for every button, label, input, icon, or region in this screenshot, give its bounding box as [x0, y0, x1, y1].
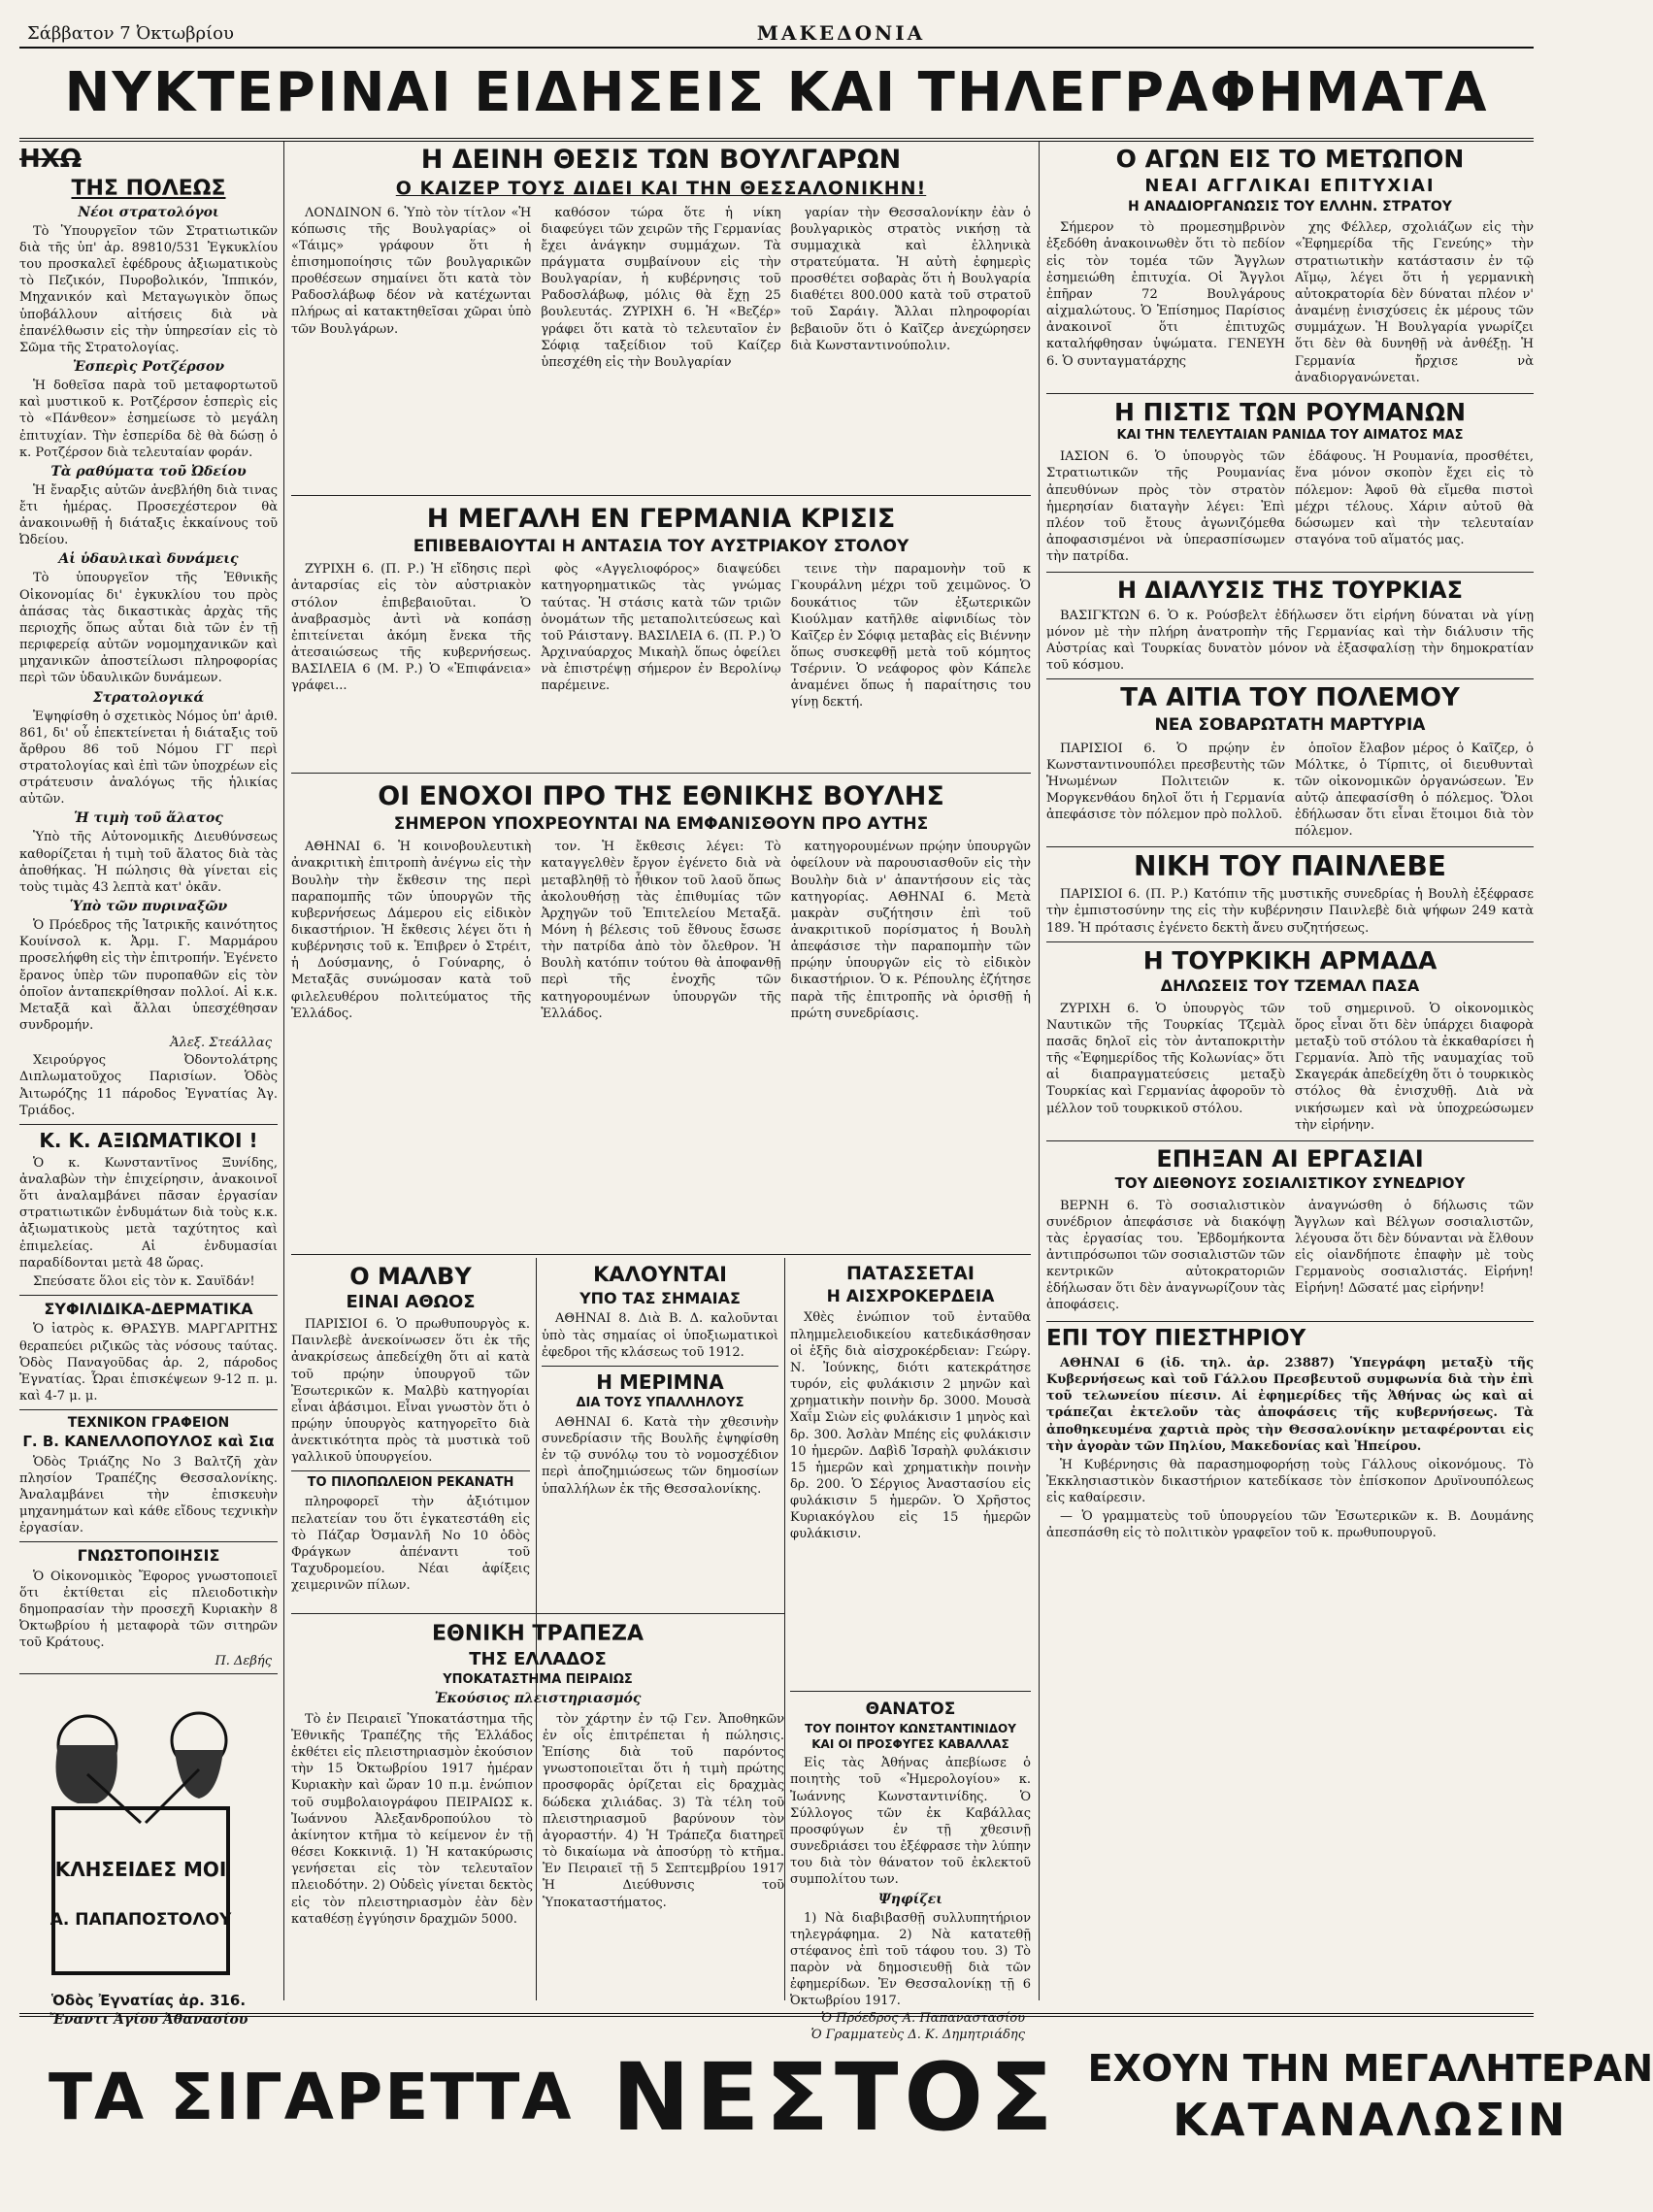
article-text: καθόσον τώρα ὅτε ἡ νίκη διαφεύγει τῶν χειρῶν τῆς Γερμανίας ἔχει ἀνάγκην συμμάχων. Τὰ πράγματα συμβαίνουν εἰς τὴν Βουλγαρίαν, ἡ κυβέρνησις τοῦ Ραδοσλάβωφ, μόλις θὰ ἔχῃ 25 βουλευτάς. ΖΥΡΙΧΗ 6. Ἡ «Βεζέρ» γράφει ὅτι κατὰ τὸ τελευταῖον ἐν Σόφιᾳ ταξείδιον τοῦ Καίζερ ὑπεσχέθη εἰς τὴν Βουλγαρίαν [541, 205, 781, 370]
section-subtitle: ΕΠΙΒΕΒΑΙΟΥΤΑΙ Η ΑΝΤΑΣΙΑ ΤΟΥ ΑΥΣΤΡΙΑΚΟΥ ΣΤΟΛΟΥ [413, 536, 909, 556]
article-text: τον. Ἡ ἔκθεσις λέγει: Τὸ καταγγελθὲν ἔργον ἐγένετο διὰ νὰ μεταβληθῇ τὸ ἦθικον τοῦ λαοῦ ὅπως ἀκολουθήσῃ τὰς ἐπιθυμίας τῶν Ἀρχηγῶν τοῦ Ἐπιτελείου Μεταξᾶ. Μόνη ἡ βέλεσις τοῦ ἔθνους ἔσωσε τὴν πατρίδα ἀπὸ τὸν ὄλεθρον. Ἡ Βουλὴ κατόπιν τούτου θὰ ἀποφανθῇ περὶ τῆς ἐνοχῆς τῶν κατηγορουμένων ὑπουργῶν τῆς Ἑλλάδος. [541, 840, 781, 1021]
section-body [1046, 217, 1534, 388]
signature: Ὁ Γραμματεὺς Δ. Κ. Δημητριάδης [810, 2028, 1025, 2043]
article-text: — Ὁ γραμματεὺς τοῦ ὑπουργείου τῶν Ἐσωτερικῶν κ. Β. Δουμάνης ἀπεσπάσθη εἰς τὸ πολιτικὸν γραφεῖον τοῦ κ. πρωθυπουργοῦ. [1046, 1509, 1534, 1541]
item-text: Σπεύσατε ὅλοι εἰς τὸν κ. Σαυϊδάν! [33, 1273, 255, 1289]
item-text: Τὸ ὑπουργεῖον τῆς Ἐθνικῆς Οἰκονομίας δι' ἐγκυκλίου του πρὸς ἁπάσας τὰς δικαστικὰς ἀρχὰς τῆς περιοχῆς ὅπως αὗται διὰ τῶν ἐν τῇ περιφερείᾳ αὐτῶν νομομηχανικῶν καὶ μηχανικῶν ἀποστείλωσι πληροφορίας περὶ τῶν ὑδαυλικῶν δυνάμεων. [19, 571, 278, 686]
item-heading: Στρατολογικά [92, 689, 205, 706]
masthead-bar [19, 19, 1534, 49]
section-body [291, 203, 1031, 374]
ad-subtitle: Γ. Β. ΚΑΝΕΛΛΟΠΟΥΛΟΣ καὶ Σια [22, 1433, 275, 1451]
divider [1046, 941, 1534, 942]
item-text: Ὁ Πρόεδρος τῆς Ἰατρικῆς καινότητος Κουίνσολ κ. Ἀρμ. Γ. Μαρμάρου προσελήφθη εἰς τὴν ἐπιτροπήν. Ἐγένετο ἔρανος ὑπὲρ τῶν πυροπαθῶν εἰς τὸν ὁποῖον ἀνταπεκρίθησαν πολλοί. Αἱ κ.κ. Μεταξᾶ καὶ ἄλλαι ὑπεσχέθησαν συνδρομήν. [19, 918, 278, 1034]
section-title: Ο ΑΓΩΝ ΕΙΣ ΤΟ ΜΕΤΩΠΟΝ [1115, 145, 1465, 173]
signature: Π. Δεβής [215, 1653, 272, 1668]
ad-slogan-line: ΚΑΤΑΝΑΛΩΣΙΝ [1173, 2093, 1569, 2146]
echo-title: ΗΧΩ [19, 145, 82, 174]
national-bank-notice [291, 1619, 784, 2000]
item-text: Ὁ κ. Κωνσταντῖνος Ξυνίδης, ἀναλαβὼν τὴν ἐπιχείρησιν, ἀνακοινοῖ ὅτι ἀναλαμβάνει πᾶσαν ἐργασίαν στρατιωτικῶν ἐνδυμάτων διὰ τοὺς κ.κ. ἀξιωματικοὺς μετὰ ταχύτητος καὶ ἐπιμελείας. Αἱ ἐνδυμασίαι παραδίδονται μετὰ 48 ὥρας. [19, 1155, 278, 1271]
ad-title: ΣΥΦΙΛΙΔΙΚΑ-ΔΕΡΜΑΤΙΚΑ [44, 1300, 253, 1319]
divider [1046, 572, 1534, 573]
advertisement-illustration [19, 1687, 262, 1978]
section-subtitle: ΝΕΑ ΣΟΒΑΡΩΤΑΤΗ ΜΑΡΤΥΡΙΑ [1154, 714, 1426, 735]
section-title: ΤΑ ΑΙΤΙΑ ΤΟΥ ΠΟΛΕΜΟΥ [1120, 683, 1460, 713]
section-subtitle: ΚΑΙ ΟΙ ΠΡΟΣΦΥΓΕΣ ΚΑΒΑΛΛΑΣ [811, 1737, 1009, 1752]
article-text: ΑΘΗΝΑΙ 6. Ἡ κοινοβουλευτικὴ ἀνακριτικὴ ἐπιτροπὴ ἀνέγνω εἰς τὴν Βουλὴν τὴν ἔκθεσιν της περὶ παραπομπῆς τῶν ὑπουργῶν τῆς κυβερνήσεως Δάμερου εἰς εἰδικὸν δικαστήριον. Ἡ ἔκθεσις λέγει ὅτι ἡ κυβέρνησις τοῦ κ. Ἐπιβρεν ὁ Στρέιτ, ἡ Δούσμανης, ὁ Γούναρης, ὁ Μεταξᾶς συνώμοσαν κατὰ τοῦ φιλελευθέρου πολιτεύματος τῆς Ἑλλάδος. [291, 840, 532, 1021]
section-parliament [291, 778, 1031, 1252]
item-text: Ἡ δοθεῖσα παρὰ τοῦ μεταφορτωτοῦ καὶ μυστικοῦ κ. Ροτζέρσον ἑσπερὶς εἰς τὸ «Πάνθεον» ἐσημείωσε τὸ μεγάλη ἐπιτυχίαν. Τὴν ἐσπερίδα δὲ θὰ δώσῃ ὁ κ. Ροτζέρσον διὰ τελευταίαν φοράν. [19, 379, 278, 460]
item-heading: Ἡ τιμὴ τοῦ ἅλατος [74, 810, 223, 827]
section-title: ΕΠΗΞΑΝ ΑΙ ΕΡΓΑΣΙΑΙ [1156, 1144, 1424, 1172]
sub-column-divider [784, 1258, 785, 2000]
columns-grid [19, 142, 1534, 2043]
profiteering-section [790, 1260, 1031, 1687]
paper-name: ΜΑΚΕΔΟΝΙΑ [756, 21, 926, 45]
item-text: Ἐψηφίσθη ὁ σχετικὸς Νόμος ὑπ' ἀριθ. 861, δι' οὗ ἐπεκτείνεται ἡ διάταξις τοῦ ἄρθρου 86 τοῦ Νόμου ΓΓ περὶ στρατολογίας καὶ ἐπὶ τῶν ὑποχρέων εἰς στράτευσιν ἀναλόγως τῆς ἡλικίας αὐτῶν. [19, 709, 278, 808]
article-text: ἀναγνώσθη ὁ δήλωσις τῶν Ἄγγλων καὶ Βέλγων σοσιαλιστῶν, λέγουσα ὅτι δὲν δύνανται νὰ ἔλθουν εἰς οἱανδήποτε ἐπαφὴν μὲ τοὺς Γερμανοὺς σοσιαλιστάς. Εἰρήνη! Εἰρήνη! Δῶσατέ μας εἰρήνην! [1295, 1198, 1534, 1297]
section-body [291, 837, 1031, 1024]
divider [19, 1409, 278, 1410]
section-title: ΠΑΤΑΣΣΕΤΑΙ [846, 1263, 975, 1284]
article-text: ΑΘΗΝΑΙ 8. Διὰ Β. Δ. καλοῦνται ὑπὸ τὰς σημαίας οἱ ὑποξιωματικοὶ ἐφεδροι τῆς κλάσεως τοῦ 1912. [542, 1311, 778, 1360]
section-body [1046, 1196, 1534, 1316]
item-heading: Τὰ ραθύματα τοῦ Ὠδείου [50, 463, 247, 479]
divider [1046, 678, 1534, 679]
ad-slogan [1088, 2046, 1653, 2148]
section-bulgarians [291, 142, 1031, 493]
ad-text: Ὁ Οἰκονομικὸς Ἔφορος γνωστοποιεῖ ὅτι ἐκτίθεται εἰς πλειοδοτικὴν δημοπρασίαν τὴν προσεχῆ Κυριακὴν 8 Ὀκτωβρίου ἡ μεταφορὰ τῶν σιτηρῶν τοῦ Κράτους. [19, 1568, 278, 1651]
section-subtitle: ΣΗΜΕΡΟΝ ΥΠΟΧΡΕΟΥΝΤΑΙ ΝΑ ΕΜΦΑΝΙΣΘΟΥΝ ΠΡΟ ΑΥΤΗΣ [393, 813, 929, 834]
divider [291, 495, 1031, 496]
article-text: φὸς «Αγγελιοφόρος» διαψεύδει κατηγορηματικῶς τὰς γνώμας ταύτας. Ἡ στάσις κατὰ τῶν τριῶν ὀνομάτων τῆς μεταπολιτεύσεως καὶ τοῦ Ράιστανγ. ΒΑΣΙΛΕΙΑ 6. (Π. Ρ.) Ὁ Ἀρχιναύαρχος Μικαὴλ ὅπως ὀφείλει νὰ ἐπιστρέψῃ σήμερον ἐν Βερολίνῳ παρέμεινε. [541, 562, 781, 694]
section-title: Η ΜΕΡΙΜΝΑ [596, 1370, 724, 1394]
divider [1046, 393, 1534, 394]
ad-address-note: Ἔναντι Ἁγίου Ἀθανασίου [49, 2011, 248, 2028]
section-subtitle: ΔΗΛΩΣΕΙΣ ΤΟΥ ΤΖΕΜΑΛ ΠΑΣΑ [1160, 976, 1420, 996]
notice-title: Κ. Κ. ΑΞΙΩΜΑΤΙΚΟΙ ! [39, 1128, 258, 1152]
signature: Ἀλεξ. Στεάλλας [170, 1036, 272, 1051]
ad-text: πληροφορεῖ τὴν ἀξιότιμον πελατείαν του ὅτι ἐγκατεστάθη εἰς τὸ Πάζαρ Ὀσμανλῆ Νο 10 ὁδὸς Φράγκων ἀπέναντι τοῦ Ταχυδρομείου. Νέαι ἀφίξεις χειμερινῶν πίλων. [291, 1495, 530, 1594]
ad-illustration-text-1: ΚΛΗΣΕΙΔΕΣ ΜΟΙ [54, 1857, 227, 1881]
item-heading: Αἱ ὑδαυλικαὶ δυνάμεις [58, 551, 239, 568]
article-text: ΠΑΡΙΣΙΟΙ 6. Ὁ πρωθυπουργὸς κ. Παινλεβὲ ἀνεκοίνωσεν ὅτι ἐκ τῆς ἀνακρίσεως ἀπεδείχθη ὅτι αἱ κατὰ τοῦ πρῴην ὑπουργοῦ τῶν Ἐσωτερικῶν κ. Μαλβὺ κατηγορίαι εἶναι ἀβάσιμοι. Εἶναι γνωστὸν ὅτι ὁ πρῴην ὑπουργὸς κατηγορεῖτο διὰ ἀνεκτικότητα πρὸς τὰ μυστικὰ τοῦ γαλλικοῦ ὑπουργείου. [291, 1317, 530, 1466]
divider [19, 1124, 278, 1125]
article-text: τοῦ σημερινοῦ. Ὁ οἰκονομικὸς ὅρος εἶναι ὅτι δὲν ὑπάρχει διαφορὰ μεταξὺ τοῦ στόλου τὰ ἐκκαθαρίσει ἡ Γερμανία. Ἀπὸ τῆς ναυμαχίας τοῦ Σκαγεράκ ἀπεδείχθη ὅτι ὁ τουρκικὸς στόλος θὰ ἐνισχυθῇ. Διὰ νὰ νικήσωμεν καὶ νὰ ὑποχρεώσωμεν τὴν εἰρήνην. [1295, 1001, 1534, 1133]
section-body [1046, 999, 1534, 1136]
page-banner-headline: ΝΥΚΤΕΡΙΝΑΙ ΕΙΔΗΣΕΙΣ ΚΑΙ ΤΗΛΕΓΡΑΦΗΜΑΤΑ [19, 49, 1534, 142]
article-text: ΑΘΗΝΑΙ 6 (ἰδ. τηλ. ἀρ. 23887) Ὑπεγράφη μεταξὺ τῆς Κυβερνήσεως καὶ τοῦ Γάλλου Πρεσβευτοῦ συμφωνία διὰ τὴν ἐπὶ τοῦ τελωνείου πίεσιν. Αἱ ἐφημερίδες τῆς Ἀθήνας ὡς καὶ αἱ τράπεζαι ἐκτελοῦν τὰς ἀποφάσεις τῆς κυβερνήσεως. Τὰ ἀποθηκευμένα χαρτιὰ πρὸς τὴν Θεσσαλονίκην μεταφέρονται εἰς τὴν ἀγορὰν τῶν Πηλίου, Μακεδονίας καὶ Ἠπείρου. [1046, 1355, 1534, 1454]
divider [19, 1541, 278, 1542]
section-subtitle: Η ΑΝΑΔΙΟΡΓΑΝΩΣΙΣ ΤΟΥ ΕΛΛΗΝ. ΣΤΡΑΤΟΥ [1128, 199, 1452, 215]
notice-text: τὸν χάρτην ἐν τῷ Γεν. Ἀποθηκῶν ἐν οἷς ἐπιτρέπεται ἡ πώλησις. Ἐπίσης διὰ τοῦ παρόντος γνωστοποιεῖται ὅτι ἡ τιμὴ πρώτης προσφορᾶς ὁρίζεται εἰς δραχμὰς δώδεκα χιλιάδας. 3) Τὰ τέλη τοῦ πλειστηριασμοῦ βαρύνουν τὸν ἀγοραστήν. 4) Ἡ Τράπεζα διατηρεῖ τὸ δικαίωμα νὰ ἀποσύρῃ τὸ κτῆμα. Ἐν Πειραιεῖ τῇ 5 Σεπτεμβρίου 1917 Ἡ Διεύθυνσις τοῦ Ὑποκαταστήματος. [543, 1711, 784, 1910]
section-subtitle: Η ΑΙΣΧΡΟΚΕΡΔΕΙΑ [826, 1286, 995, 1306]
ad-title: ΤΕΧΝΙΚΟΝ ΓΡΑΦΕΙΟΝ [67, 1415, 230, 1432]
article-text: ὁποῖον ἔλαβον μέρος ὁ Καῖζερ, ὁ Μόλτκε, ὁ Τίρπιτς, οἱ διευθυνταὶ τῶν οἰκονομικῶν ὀργανώσεων. Ἐν αὐτῷ ἀπεφασίσθη ὁ πόλεμος. Ὅλοι ἐδήλωσαν ὅτι εἶναι ἕτοιμοι διὰ τὸν πόλεμον. [1295, 741, 1534, 840]
section-title: ΘΑΝΑΤΟΣ [865, 1700, 956, 1719]
item-text: Ἡ ἔναρξις αὐτῶν ἀνεβλήθη διὰ τινας ἔτι ἡμέρας. Προσεχέστερον θὰ ἀνακοινωθῇ ἡ διάταξις ἐκκαίνους τοῦ Ὠδείου. [19, 482, 278, 548]
divider [291, 1254, 1031, 1255]
article-text: Σήμερον τὸ προμεσημβρινὸν ἐξεδόθη ἀνακοινωθὲν ὅτι τὸ πεδίον εἰς τὸν τομέα τῶν Ἄγγλων ἐσημειώθη ἐπιτυχία. Οἱ Ἄγγλοι ἐπῆραν 72 Βουλγάρους αἰχμαλώτους. Ὁ Ἐπίσημος Παρίσιος ἀνακοινοῖ ὅτι ἐπιτυχῶς καταλήφθησαν ὑψώματα. ΓΕΝΕΥΗ 6. Ὁ συνταγματάρχης [1046, 220, 1285, 369]
divider [19, 1673, 278, 1674]
notice-subheading: Ἐκούσιος πλειστηριασμός [434, 1690, 642, 1706]
article-text: ΒΑΣΙΓΚΤΩΝ 6. Ὁ κ. Ρούσβελτ ἐδήλωσεν ὅτι εἰρήνη δύναται νὰ γίνῃ μόνον μὲ τὴν πλήρη ἀνατροπὴν τῆς Γερμανίας καὶ τὴν διάλυσιν τῆς Αὐστρίας καὶ Τουρκίας δυνατὸν μόνον νὰ ἐξασφαλίσῃ τὴν δημοκρατίαν τοῦ κόσμου. [1046, 608, 1534, 674]
ad-slogan-line: ΕΧΟΥΝ ΤΗΝ ΜΕΓΑΛΗΤΕΡΑΝ [1087, 2047, 1653, 2090]
article-text: ἐδάφους. Ἡ Ρουμανία, προσθέτει, ἕνα μόνον σκοπὸν ἔχει εἰς τὸ πόλεμον: Ἀφοῦ θὰ εἴμεθα πιστοὶ μέχρι τέλους. Χάριν αὐτοῦ θὰ δώσωμεν καὶ τὴν τελευταίαν σταγόνα τοῦ αἵματός μας. [1295, 449, 1534, 548]
item-heading: Ὑπὸ τῶν πυριναξῶν [69, 899, 228, 915]
item-heading: Ψηφίζει [878, 1891, 942, 1907]
divider [790, 1691, 1031, 1692]
signature: Ὁ Πρόεδρος Α. Παπαναστασίου [820, 2011, 1025, 2027]
section-subtitle: ΕΙΝΑΙ ΑΘΩΟΣ [346, 1292, 476, 1313]
divider [291, 1613, 784, 1614]
section-body [1046, 739, 1534, 842]
article-text: τεινε τὴν παραμονὴν τοῦ κ Γκουράλνη μέχρι τοῦ χειμῶνος. Ὁ δουκάτιος τῶν ἐξωτερικῶν Κιούλμαν κατῆλθε αἰφνιδίως τὸν Καῖζερ ἐν Σόφιᾳ μεταβὰς εἰς Βιέννην ὅπως συσκεφθῇ μετὰ τοῦ κόμητος Τσέρνιν. Ὁ νεάφορος φὸν Κάπελε ἀναμένει ὅπως ἡ παραίτησις του γίνῃ δεκτή. [790, 562, 1031, 710]
right-column [1046, 142, 1534, 2000]
article-text: χης Φέλλερ, σχολιάζων εἰς τὴν «Ἐφημερίδα τῆς Γενεύης» τὴν στρατιωτικὴν κατάστασιν ἐν τῷ Αἵμῳ, λέγει ὅτι ἡ γερμανικὴ αὐτοκρατορία δὲν δύναται πλέον ν' ἀναμένῃ ἐνισχύσεις ἐκ μέρους τῶν συμμάχων. Ἡ Βουλγαρία γνωρίζει ὅτι δὲν θὰ δυνηθῇ νὰ ἀνθέξῃ. Ἡ Γερμανία ἤρχισε νὰ ἀναδιοργανώνεται. [1295, 220, 1534, 385]
ad-text: Ὁδὸς Τριάζης Νο 3 Βαλτζῆ χὰν πλησίον Τραπέζης Θεσσαλονίκης. Ἀναλαμβάνει τὴν ἐπισκευὴν μηχανημάτων καὶ κάθε εἴδους τεχνικὴν ἐργασίαν. [19, 1454, 278, 1536]
item-text: Χειρούργος Ὀδοντολάτρης Διπλωματοῦχος Παρισίων. Ὁδὸς Ἀιτωρόζης 11 πάροδος Ἐγνατίας Ἀγ. Τριάδος. [19, 1053, 278, 1118]
item-heading: Ἐσπερὶς Ροτζέρσον [72, 359, 225, 376]
ad-text: Ὁ ἰατρὸς κ. ΘΡΑΣΥΒ. ΜΑΡΓΑΡΙΤΗΣ θεραπεύει ριζικῶς τὰς νόσους ταύτας. Ὁδὸς Παναγοῦδας ἀρ. 2, πάροδος Ἐγνατίας. Ὧραι ἐπισκέψεων 9-12 π. μ. καὶ 4-7 μ. μ. [19, 1322, 278, 1404]
section-title: ΝΙΚΗ ΤΟΥ ΠΑΙΝΛΕΒΕ [1134, 850, 1446, 883]
section-title: Η ΠΙΣΤΙΣ ΤΩΝ ΡΟΥΜΑΝΩΝ [1114, 397, 1466, 426]
item-text: Τὸ Ὑπουργεῖον τῶν Στρατιωτικῶν διὰ τῆς ὑπ' ἀρ. 89810/531 Ἐγκυκλίου του προσκαλεῖ ἐφέδρους ἀξιωματικοὺς τὸ Πεζικόν, Πυροβολικόν, Ἱππικόν, Μηχανικόν καὶ Μεταγωγικὸν ὅπως ὑποβάλλουν αἰτήσεις διὰ νὰ ἐπανέλθωσιν εἰς τὴν ὑπηρεσίαν εἰς τὸ Σῶμα τῆς Στρατολογίας. [19, 223, 278, 355]
article-text: ΑΘΗΝΑΙ 6. Κατὰ τὴν χθεσινὴν συνεδρίασιν τῆς Βουλῆς ἐψηφίσθη ἐν τῷ συνόλῳ του τὸ νομοσχέδιον περὶ ἀποζημιώσεως τῶν δημοσίων ὑπαλλήλων ἐκ τῆς Θεσσαλονίκης. [542, 1414, 778, 1497]
article-text: ΛΟΝΔΙΝΟΝ 6. Ὑπὸ τὸν τίτλον «Ἡ κόπωσις τῆς Βουλγαρίας» οἱ «Τάιμς» γράφουν ὅτι ἡ ἐπισημοποίησις τῶν βουλγαρικῶν προθέσεων σημαίνει ὅτι κατὰ τὸν Ραδοσλάβωφ δέον νὰ κατέχωνται πλήρως αἱ κατακτηθεῖσαι χῶραι ὑπὸ τῶν Βουλγάρων. [291, 205, 532, 337]
article-text: Εἰς τὰς Ἀθήνας ἀπεβίωσε ὁ ποιητὴς τοῦ «Ἡμερολογίου» κ. Ἰωάννης Κωνσταντινίδης. Ὁ Σύλλογος τῶν ἐκ Καβάλλας προσφύγων ἐν τῇ χθεσινῇ συνεδριάσει του ἐξέφρασε τὴν λύπην του διὰ τὸν θάνατον τοῦ ἐκλεκτοῦ συμπολίτου των. [790, 1756, 1031, 1888]
newspaper-page [19, 19, 1653, 2173]
issue-date: Σάββατον 7 Ὀκτωβρίου [27, 22, 234, 44]
section-subtitle: ΤΟΥ ΔΙΕΘΝΟΥΣ ΣΟΣΙΑΛΙΣΤΙΚΟΥ ΣΥΝΕΔΡΙΟΥ [1114, 1174, 1466, 1193]
echo-subtitle: ΤΗΣ ΠΟΛΕΩΣ [71, 176, 226, 201]
section-title: Ο ΜΑΛΒΥ [349, 1263, 472, 1290]
ad-illustration-text-2: Α. ΠΑΠΑΠΟΣΤΟΛΟΥ [50, 1909, 232, 1930]
malvy-section [291, 1260, 530, 1609]
section-title: Η ΔΙΑΛΥΣΙΣ ΤΗΣ ΤΟΥΡΚΙΑΣ [1117, 577, 1463, 605]
article-text: ΖΥΡΙΧΗ 6. (Π. Ρ.) Ἡ εἴδησις περὶ ἀνταρσίας εἰς τὸν αὐστριακὸν στόλον ἐπιβεβαιοῦται. Ὁ ἀναβρασμὸς ἀντὶ νὰ κοπάσῃ ἐπιτείνεται ἀκόμη ἔνεκα τῆς ἀτεσαιώσεως τῆς κυβερνήσεως. ΒΑΣΙΛΕΙΑ 6 (Μ. Ρ.) Ὁ «Ἐπιφάνεια» γράφει... [291, 562, 532, 694]
notice-body [291, 1709, 784, 1930]
left-column [19, 142, 278, 2028]
center-column [291, 142, 1031, 2043]
section-title: Η ΤΟΥΡΚΙΚΗ ΑΡΜΑΔΑ [1142, 945, 1438, 974]
article-text: ΙΑΣΙΟΝ 6. Ὁ ὑπουργὸς τῶν Στρατιωτικῶν τῆς Ρουμανίας ἀπευθύνων πρὸς τὸν στρατὸν ἡμερησίαν διαταγὴν λέγει: Ἐπὶ πλέον τοῦ ἔτους ἀγωνιζόμεθα ἀποφασισμένοι νὰ ὑπερασπίσωμεν τὴν πατρίδα. [1046, 449, 1285, 565]
article-text: ΠΑΡΙΣΙΟΙ 6. (Π. Ρ.) Κατόπιν τῆς μυστικῆς συνεδρίας ἡ Βουλὴ ἐξέφρασε τὴν ἐμπιστοσύνην της εἰς τὴν κυβέρνησιν Παινλεβὲ διὰ ψήφων 249 κατὰ 189. Ἡ πρότασις ἐγένετο δεκτὴ ἄνευ συζητήσεως. [1046, 887, 1534, 936]
item-heading: Νέοι στρατολόγοι [78, 204, 219, 220]
section-title: ΚΑΛΟΥΝΤΑΙ [593, 1263, 727, 1286]
article-text: ΠΑΡΙΣΙΟΙ 6. Ὁ πρῴην ἐν Κωνσταντινουπόλει πρεσβευτὴς τῶν Ἡνωμένων Πολιτειῶν κ. Μοργκενθάου δηλοῖ ὅτι ἡ Γερμανία ἀπεφάσισε τὸν πόλεμον πρὸ πολλοῦ. [1046, 741, 1285, 823]
section-title: ΟΙ ΕΝΟΧΟΙ ΠΡΟ ΤΗΣ ΕΘΝΙΚΗΣ ΒΟΥΛΗΣ [378, 781, 944, 811]
section-subtitle: Ο ΚΑΙΖΕΡ ΤΟΥΣ ΔΙΔΕΙ ΚΑΙ ΤΗΝ ΘΕΣΣΑΛΟΝΙΚΗΝ! [395, 177, 927, 199]
section-body [291, 559, 1031, 712]
divider [291, 773, 1031, 774]
notice-subtitle: ΥΠΟΚΑΤΑΣΤΗΜΑ ΠΕΙΡΑΙΩΣ [443, 1671, 633, 1687]
poet-death-section [790, 1697, 1031, 2043]
article-text: Ἡ Κυβέρνησις θὰ παρασημοφορήσῃ τοὺς Γάλλους οἰκονόμους. Τὸ Ἐκκλησιαστικὸν δικαστήριον κατεδίκασε τὸν ἐπίσκοπον Δρυϊνουπόλεως εἰς καθαίρεσιν. [1046, 1457, 1534, 1506]
ad-title: ΤΟ ΠΙΛΟΠΩΛΕΙΟΝ ΡΕΚΑΝΑΤΗ [307, 1475, 514, 1491]
section-title: Η ΔΕΙΝΗ ΘΕΣΙΣ ΤΩΝ ΒΟΥΛΓΑΡΩΝ [420, 145, 902, 175]
notice-text: Τὸ ἐν Πειραιεῖ Ὑποκατάστημα τῆς Ἐθνικῆς Τραπέζης τῆς Ἑλλάδος ἐκθέτει εἰς πλειστηριασμὸν ἐκούσιον τὴν 15 Ὀκτωβρίου 1917 ἡμέραν Κυριακὴν καὶ ὥραν 10 π.μ. ἐνώπιον τοῦ συμβολαιογράφου ΠΕΙΡΑΙΩΣ κ. Ἰωάννου Ἀλεξανδροπούλου τὸ ἀκίνητον κτῆμα τὸ κείμενον ἐν τῇ θέσει Κοκκινιᾷ. 1) Ἡ κατακύρωσις γενήσεται εἰς τὸν τελευταῖον πλειοδότην. 2) Οὐδεὶς γίνεται δεκτὸς εἰς τὸν πλειστηριασμὸν ἐὰν δὲν καταθέσῃ ἐγγύησιν δραχμῶν 5000. [291, 1711, 533, 1927]
article-text: ΖΥΡΙΧΗ 6. Ὁ ὑπουργὸς τῶν Ναυτικῶν τῆς Τουρκίας Τζεμὰλ πασᾶς δηλοῖ εἰς τὸν ἀνταποκριτὴν τῆς «Ἐφημερίδος τῆς Κολωνίας» ὅτι αἱ διαπραγματεύσεις μεταξὺ Τουρκίας καὶ Γερμανίας ἀφοροῦν τὸ μέλλον τοῦ τουρκικοῦ στόλου. [1046, 1001, 1285, 1116]
section-subtitle: ΔΙΑ ΤΟΥΣ ΥΠΑΛΛΗΛΟΥΣ [576, 1395, 744, 1410]
divider [1046, 846, 1534, 847]
section-body [1046, 446, 1534, 567]
section-title: ΕΠΙ ΤΟΥ ΠΙΕΣΤΗΡΙΟΥ [1046, 1325, 1306, 1351]
ad-title: ΓΝΩΣΤΟΠΟΙΗΣΙΣ [77, 1546, 220, 1566]
divider [1046, 1321, 1534, 1322]
divider [1046, 1140, 1534, 1141]
ad-brand: ΝΕΣΤΟΣ [612, 2042, 1059, 2152]
divider [542, 1366, 778, 1367]
ad-address: Ὁδὸς Ἐγνατίας ἀρ. 316. [50, 1991, 247, 2009]
section-title: Η ΜΕΓΑΛΗ ΕΝ ΓΕΡΜΑΝΙΑ ΚΡΙΣΙΣ [426, 504, 896, 534]
article-text: κατηγορουμένων πρῴην ὑπουργῶν ὀφείλουν νὰ παρουσιασθοῦν εἰς τὴν Βουλὴν διὰ ν' ἀπαντήσουν εἰς τὰς κατηγορίας. ΑΘΗΝΑΙ 6. Μετὰ μακρὰν συζήτησιν ἐπὶ τοῦ ἀνακριτικοῦ πορίσματος ἡ Βουλὴ ἀπεφάσισε τὴν παραπομπὴν τῶν πρῴην ὑπουργῶν εἰς τὸ εἰδικὸν δικαστήριον. Ὁ κ. Ρέπουλης ἐζήτησε παρὰ τῆς ἐπιτροπῆς νὰ ὁρισθῇ ἡ πρώτη συνεδρίασις. [790, 840, 1031, 1021]
section-subtitle: ΚΑΙ ΤΗΝ ΤΕΛΕΥΤΑΙΑΝ ΡΑΝΙΔΑ ΤΟΥ ΑΙΜΑΤΟΣ ΜΑΣ [1116, 428, 1464, 444]
notice-title: ΕΘΝΙΚΗ ΤΡΑΠΕΖΑ [431, 1622, 645, 1646]
conscription-section [542, 1260, 778, 1609]
article-text: Χθὲς ἐνώπιον τοῦ ἐνταῦθα πλημμελειοδικείου κατεδικάσθησαν οἱ ἑξῆς διὰ αἰσχροκέρδειαν: Γεώργ. Ν. Ἰούνκης, διότι κατεκράτησε τυρόν, εἰς φυλάκισιν 2 μηνῶν καὶ χρηματικὴν ποινὴν δρ. 3000. Μουσὰ Χαΐμ Σιὼν εἰς φυλάκισιν 1 μηνὸς καὶ δρ. 300. Ἀσλὰν Μπέης εἰς φυλάκισιν 10 ἡμερῶν. Δαβὶδ Ἰσραὴλ φυλάκισιν 15 ἡμερῶν καὶ χρηματικὴν ποινὴν δρ. 200. Ὁ Σέργιος Ἀναστασίου εἰς φυλάκισιν 5 ἡμερῶν. Ὁ Χρῆστος Κυριακόγλου εἰς 15 ἡμερῶν φυλάκισιν. [790, 1310, 1031, 1542]
section-subtitle: ΤΟΥ ΠΟΙΗΤΟΥ ΚΩΝΣΤΑΝΤΙΝΙΔΟΥ [805, 1721, 1016, 1735]
section-subtitle: ΥΠΟ ΤΑΣ ΣΗΜΑΙΑΣ [579, 1289, 741, 1308]
column-divider [283, 142, 284, 2000]
article-text: 1) Νὰ διαβιβασθῇ συλλυπητήριον τηλεγράφημα. 2) Νὰ κατατεθῇ στέφανος ἐπὶ τοῦ τάφου του. 3) Τὸ παρὸν νὰ δημοσιευθῇ διὰ τῶν ἐφημερίδων. Ἐν Θεσσαλονίκῃ τῇ 6 Ὀκτωβρίου 1917. [790, 1910, 1031, 2009]
ad-lead-text: ΤΑ ΣΙΓΑΡΕΤΤΑ [49, 2060, 574, 2134]
divider [291, 1470, 530, 1471]
article-text: ΒΕΡΝΗ 6. Τὸ σοσιαλιστικὸν συνέδριον ἀπεφάσισε νὰ διακόψῃ τὰς ἐργασίας του. Ἐβδομήκοντα ἀντιπρόσωποι τῶν σοσιαλιστῶν τῶν κεντρικῶν αὐτοκρατοριῶν ἐδήλωσαν ὅτι δὲν ἀναγνωρίζουν τὰς ἀποφάσεις. [1046, 1198, 1285, 1313]
cigarette-advertisement [19, 2013, 1653, 2177]
divider [19, 1295, 278, 1296]
column-divider [1039, 142, 1040, 2000]
notice-subtitle: ΤΗΣ ΕΛΛΑΔΟΣ [469, 1649, 607, 1670]
section-germany-crisis [291, 501, 1031, 771]
section-subtitle: ΝΕΑΙ ΑΓΓΛΙΚΑΙ ΕΠΙΤΥΧΙΑΙ [1144, 175, 1436, 196]
item-text: Ὑπὸ τῆς Αὐτονομικῆς Διευθύνσεως καθορίζεται ἡ τιμὴ τοῦ ἅλατος διὰ τὰς ἀποθήκας. Ἡ πώλησις θὰ γίνεται εἰς τοὺς τιμὰς 43 λεπτὰ κατ' ὀκᾶν. [19, 830, 278, 895]
article-text: γαρίαν τὴν Θεσσαλονίκην ἐὰν ὁ βουλγαρικὸς στρατὸς νικήσῃ τὰ συμμαχικὰ καὶ ἑλληνικὰ στρατεύματα. Ἡ αὐτὴ ἐφημερὶς προσθέτει σοβαρὰς ὅτι ἡ Βουλγαρία διαθέτει 800.000 κατὰ τοῦ στρατοῦ τοῦ Σαράιγ. Ἄλλαι πληροφορίαι βεβαιοῦν ὅτι ὁ Καῖζερ ἀνεχώρησεν διὰ Κωνσταντινούπολιν. [790, 205, 1031, 353]
